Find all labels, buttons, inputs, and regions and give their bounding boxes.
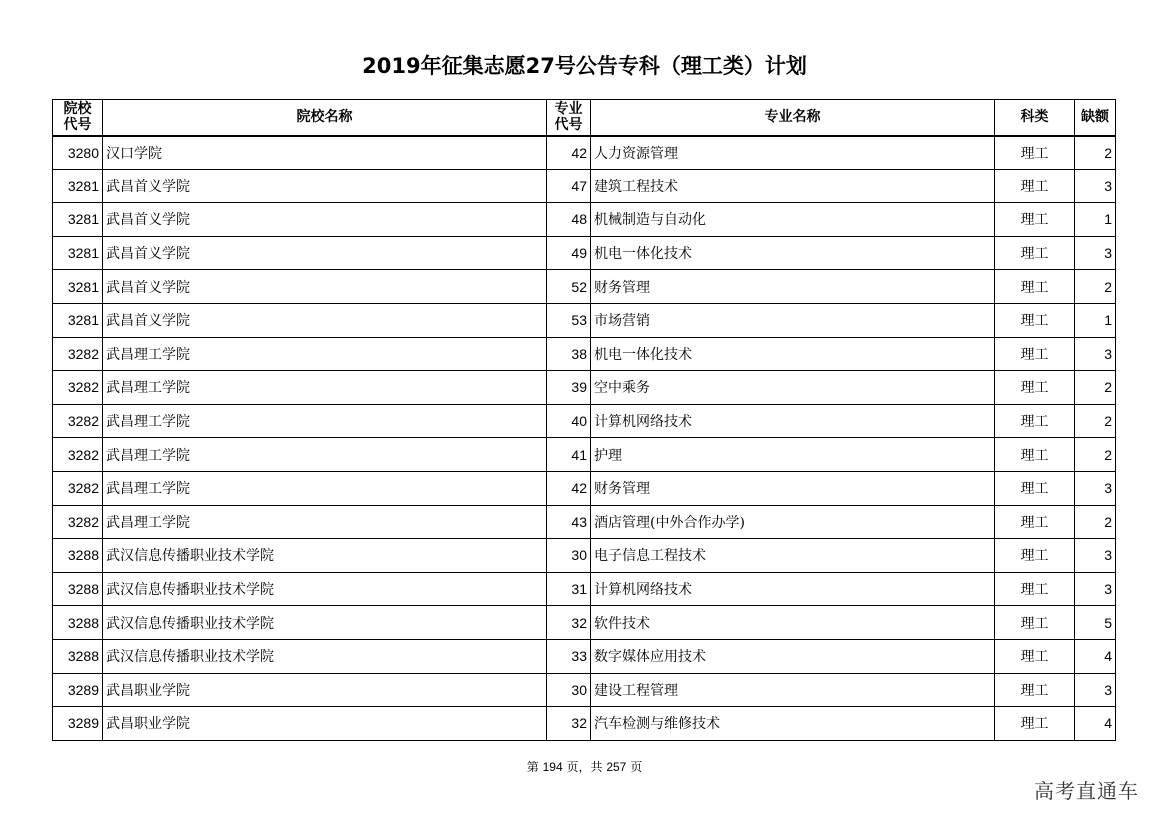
cell-category: 理工	[995, 236, 1075, 270]
cell-vacancy: 3	[1075, 673, 1116, 707]
cell-category: 理工	[995, 404, 1075, 438]
cell-school-code: 3280	[53, 136, 103, 170]
table-row	[53, 673, 1116, 707]
cell-major-name: 建设工程管理	[591, 673, 995, 707]
table-row	[53, 371, 1116, 405]
footer-middle: 页，共	[566, 760, 603, 774]
cell-major-name: 酒店管理(中外合作办学)	[591, 505, 995, 539]
cell-category: 理工	[995, 539, 1075, 573]
plan-table	[52, 99, 1116, 741]
cell-school-name: 武昌首义学院	[103, 270, 547, 304]
cell-major-code: 38	[547, 337, 591, 371]
cell-vacancy: 3	[1075, 539, 1116, 573]
cell-school-name: 武昌理工学院	[103, 471, 547, 505]
cell-major-code: 49	[547, 236, 591, 270]
cell-major-code: 41	[547, 438, 591, 472]
cell-vacancy: 3	[1075, 236, 1116, 270]
cell-major-name: 软件技术	[591, 606, 995, 640]
table-row	[53, 404, 1116, 438]
cell-vacancy: 2	[1075, 505, 1116, 539]
cell-major-name: 计算机网络技术	[591, 572, 995, 606]
header-vacancy: 缺额	[1075, 100, 1116, 136]
cell-school-code: 3282	[53, 471, 103, 505]
cell-vacancy: 5	[1075, 606, 1116, 640]
cell-school-name: 武昌理工学院	[103, 438, 547, 472]
cell-vacancy: 4	[1075, 707, 1116, 741]
cell-school-code: 3281	[53, 270, 103, 304]
cell-school-name: 武昌首义学院	[103, 236, 547, 270]
cell-school-code: 3288	[53, 639, 103, 673]
cell-school-code: 3289	[53, 673, 103, 707]
header-school-name: 院校名称	[103, 100, 547, 136]
cell-major-name: 计算机网络技术	[591, 404, 995, 438]
table-row	[53, 606, 1116, 640]
table-row	[53, 707, 1116, 741]
cell-school-code: 3281	[53, 303, 103, 337]
cell-school-code: 3288	[53, 572, 103, 606]
cell-school-name: 武昌首义学院	[103, 169, 547, 203]
cell-school-code: 3282	[53, 438, 103, 472]
cell-major-code: 42	[547, 471, 591, 505]
cell-major-name: 机电一体化技术	[591, 236, 995, 270]
cell-major-name: 人力资源管理	[591, 136, 995, 170]
cell-major-code: 52	[547, 270, 591, 304]
cell-major-name: 护理	[591, 438, 995, 472]
cell-school-name: 武昌理工学院	[103, 404, 547, 438]
footer-page-number: 194	[542, 760, 563, 774]
cell-school-code: 3281	[53, 169, 103, 203]
header-major-name: 专业名称	[591, 100, 995, 136]
cell-school-code: 3281	[53, 203, 103, 237]
cell-school-code: 3282	[53, 505, 103, 539]
cell-major-code: 32	[547, 707, 591, 741]
cell-category: 理工	[995, 203, 1075, 237]
cell-major-name: 财务管理	[591, 270, 995, 304]
cell-vacancy: 3	[1075, 471, 1116, 505]
cell-category: 理工	[995, 438, 1075, 472]
cell-major-name: 建筑工程技术	[591, 169, 995, 203]
cell-major-code: 48	[547, 203, 591, 237]
cell-major-name: 财务管理	[591, 471, 995, 505]
header-category: 科类	[995, 100, 1075, 136]
cell-school-name: 武昌理工学院	[103, 505, 547, 539]
cell-category: 理工	[995, 673, 1075, 707]
table-row	[53, 539, 1116, 573]
cell-school-name: 武汉信息传播职业技术学院	[103, 639, 547, 673]
cell-major-code: 30	[547, 539, 591, 573]
cell-major-name: 空中乘务	[591, 371, 995, 405]
cell-school-code: 3288	[53, 539, 103, 573]
cell-major-code: 47	[547, 169, 591, 203]
cell-vacancy: 1	[1075, 203, 1116, 237]
cell-major-code: 32	[547, 606, 591, 640]
cell-category: 理工	[995, 169, 1075, 203]
cell-school-name: 武昌首义学院	[103, 203, 547, 237]
cell-school-code: 3289	[53, 707, 103, 741]
cell-major-name: 市场营销	[591, 303, 995, 337]
table-row	[53, 438, 1116, 472]
header-major-code-line2: 代号	[554, 117, 583, 134]
footer-total-pages: 257	[606, 760, 627, 774]
cell-vacancy: 1	[1075, 303, 1116, 337]
cell-vacancy: 3	[1075, 572, 1116, 606]
cell-school-name: 汉口学院	[103, 136, 547, 170]
cell-vacancy: 2	[1075, 404, 1116, 438]
cell-major-name: 电子信息工程技术	[591, 539, 995, 573]
cell-major-code: 33	[547, 639, 591, 673]
cell-category: 理工	[995, 505, 1075, 539]
table-row	[53, 270, 1116, 304]
cell-school-name: 武昌首义学院	[103, 303, 547, 337]
cell-school-name: 武汉信息传播职业技术学院	[103, 539, 547, 573]
cell-vacancy: 2	[1075, 270, 1116, 304]
cell-category: 理工	[995, 707, 1075, 741]
table-body	[53, 136, 1116, 741]
cell-major-name: 机电一体化技术	[591, 337, 995, 371]
table-row	[53, 303, 1116, 337]
header-major-code	[547, 100, 591, 136]
table-row	[53, 572, 1116, 606]
header-school-code-line1: 院校	[63, 101, 92, 118]
table-row	[53, 639, 1116, 673]
cell-category: 理工	[995, 471, 1075, 505]
page-footer	[0, 758, 1169, 775]
header-school-code	[53, 100, 103, 136]
cell-category: 理工	[995, 639, 1075, 673]
cell-vacancy: 4	[1075, 639, 1116, 673]
table-row	[53, 236, 1116, 270]
cell-major-code: 43	[547, 505, 591, 539]
page-title: 2019年征集志愿27号公告专科（理工类）计划	[362, 54, 807, 78]
footer-suffix: 页	[630, 760, 643, 774]
table-row	[53, 136, 1116, 170]
header-school-code-line2: 代号	[63, 117, 92, 134]
cell-major-code: 42	[547, 136, 591, 170]
cell-major-code: 30	[547, 673, 591, 707]
cell-major-code: 40	[547, 404, 591, 438]
table-row	[53, 337, 1116, 371]
footer-prefix: 第	[526, 760, 539, 774]
cell-school-name: 武昌职业学院	[103, 707, 547, 741]
cell-school-name: 武昌职业学院	[103, 673, 547, 707]
watermark-text: 高考直通车	[1034, 779, 1139, 803]
cell-major-code: 39	[547, 371, 591, 405]
cell-major-code: 53	[547, 303, 591, 337]
cell-vacancy: 3	[1075, 169, 1116, 203]
cell-category: 理工	[995, 337, 1075, 371]
cell-school-name: 武昌理工学院	[103, 337, 547, 371]
table-header	[53, 100, 1116, 136]
cell-school-name: 武汉信息传播职业技术学院	[103, 606, 547, 640]
cell-major-name: 汽车检测与维修技术	[591, 707, 995, 741]
cell-category: 理工	[995, 303, 1075, 337]
cell-vacancy: 2	[1075, 371, 1116, 405]
cell-category: 理工	[995, 136, 1075, 170]
cell-category: 理工	[995, 270, 1075, 304]
cell-category: 理工	[995, 371, 1075, 405]
cell-major-code: 31	[547, 572, 591, 606]
cell-school-code: 3282	[53, 371, 103, 405]
table-row	[53, 203, 1116, 237]
table-row	[53, 505, 1116, 539]
cell-major-name: 机械制造与自动化	[591, 203, 995, 237]
cell-school-name: 武汉信息传播职业技术学院	[103, 572, 547, 606]
cell-category: 理工	[995, 572, 1075, 606]
table-row	[53, 169, 1116, 203]
cell-school-code: 3282	[53, 337, 103, 371]
cell-school-code: 3281	[53, 236, 103, 270]
cell-school-code: 3282	[53, 404, 103, 438]
cell-vacancy: 3	[1075, 337, 1116, 371]
cell-category: 理工	[995, 606, 1075, 640]
cell-school-name: 武昌理工学院	[103, 371, 547, 405]
cell-school-code: 3288	[53, 606, 103, 640]
cell-major-name: 数字媒体应用技术	[591, 639, 995, 673]
cell-vacancy: 2	[1075, 136, 1116, 170]
header-major-code-line1: 专业	[554, 101, 583, 118]
cell-vacancy: 2	[1075, 438, 1116, 472]
table-row	[53, 471, 1116, 505]
